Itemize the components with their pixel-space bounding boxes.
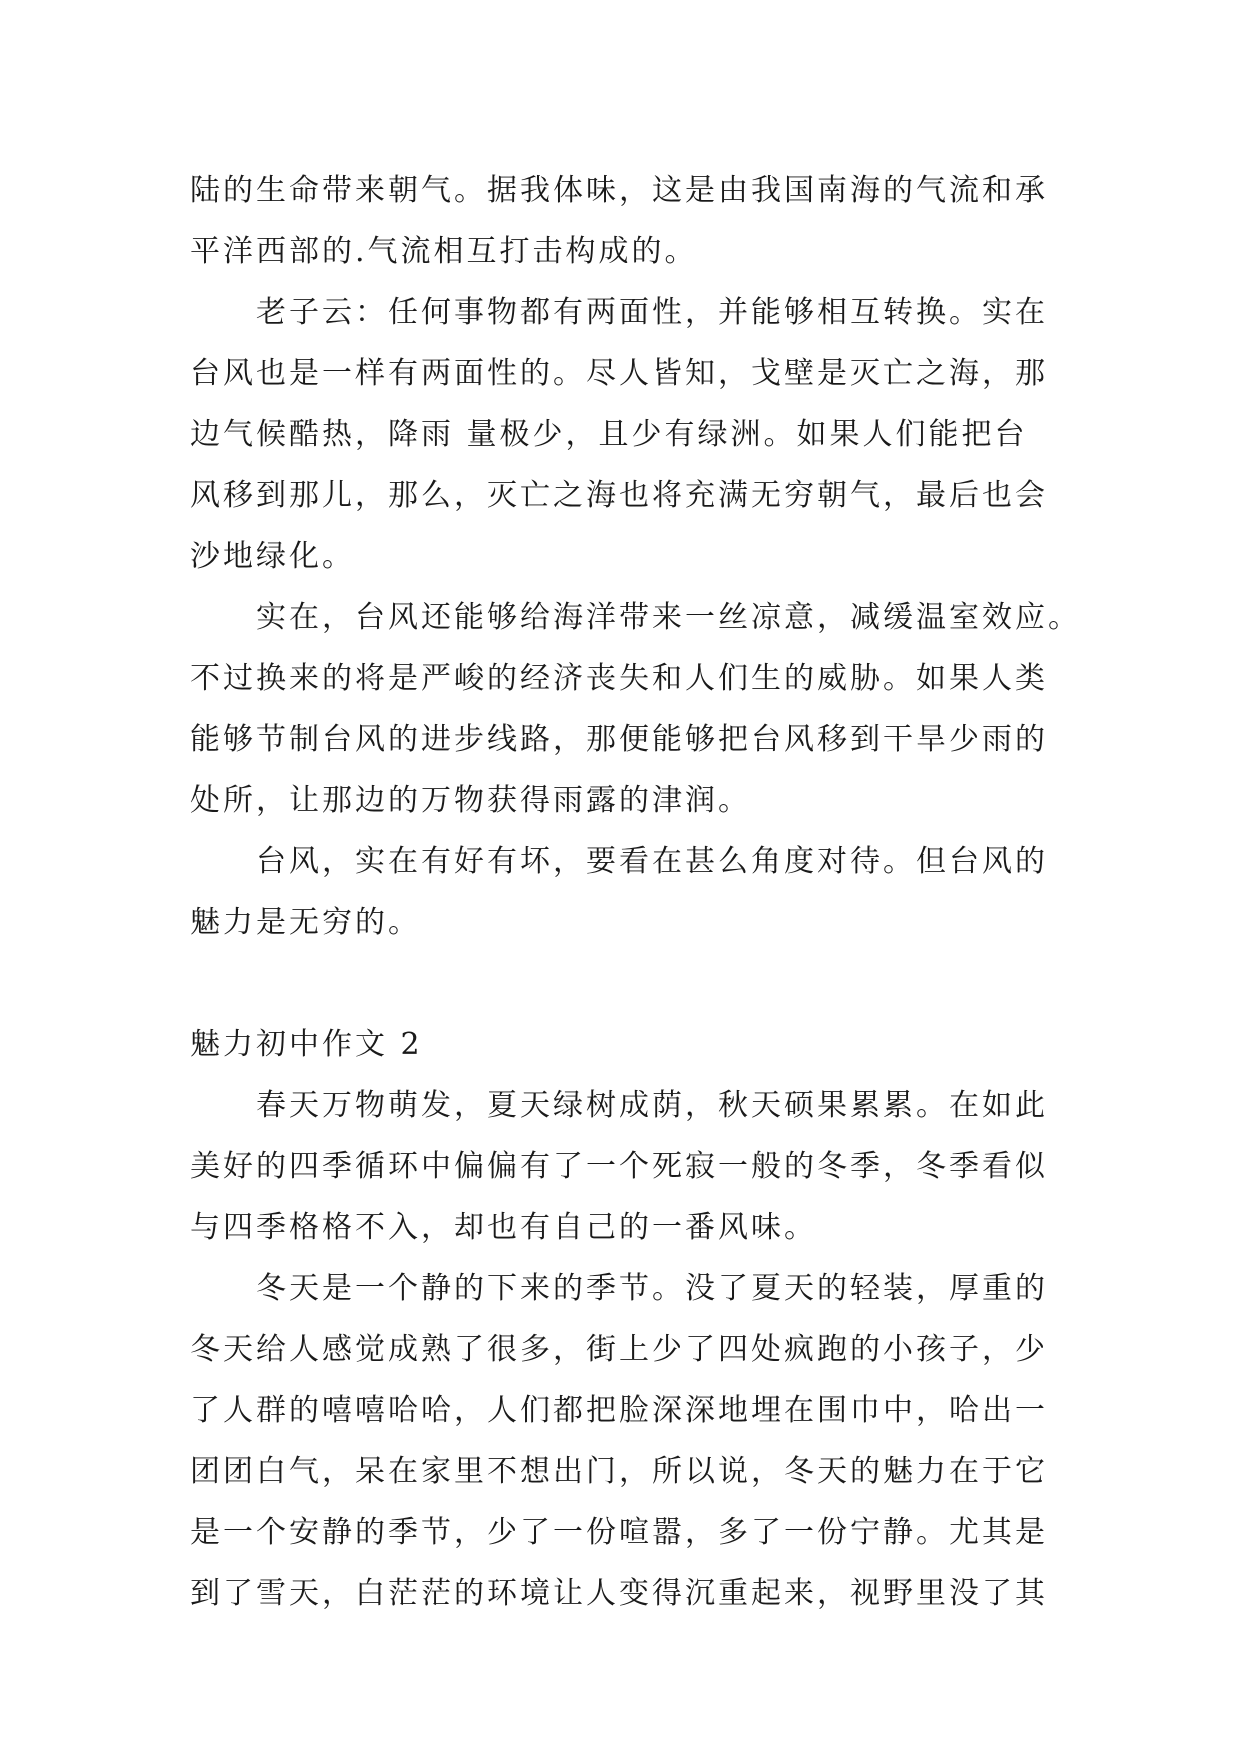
text-line: 与四季格格不入，却也有自己的一番风味。 — [190, 1210, 817, 1245]
text-line: 平洋西部的.气流相互打击构成的。 — [190, 234, 698, 269]
section-heading: 魅力初中作文 2 — [190, 1027, 423, 1062]
text-line: 处所，让那边的万物获得雨露的津润。 — [190, 783, 751, 818]
text-line: 冬天给人感觉成熟了很多，街上少了四处疯跑的小孩子，少 — [190, 1332, 1048, 1367]
text-line: 实在，台风还能够给海洋带来一丝凉意，减缓温室效应。 — [256, 600, 1081, 635]
text-line: 春天万物萌发，夏天绿树成荫，秋天硕果累累。在如此 — [256, 1088, 1048, 1123]
text-line: 能够节制台风的进步线路，那便能够把台风移到干旱少雨的 — [190, 722, 1048, 757]
text-line: 陆的生命带来朝气。据我体味，这是由我国南海的气流和承 — [190, 173, 1048, 208]
paragraph — [190, 1075, 1052, 1258]
paragraph — [190, 1258, 1052, 1624]
blank-line — [190, 953, 1052, 1014]
text-line: 美好的四季循环中偏偏有了一个死寂一般的冬季，冬季看似 — [190, 1149, 1048, 1184]
text-line: 风移到那儿，那么，灭亡之海也将充满无穷朝气，最后也会 — [190, 478, 1048, 513]
text-line: 冬天是一个静的下来的季节。没了夏天的轻装，厚重的 — [256, 1271, 1048, 1306]
text-line: 沙地绿化。 — [190, 539, 355, 574]
document-body — [190, 160, 1081, 1624]
text-line: 魅力是无穷的。 — [190, 905, 421, 940]
text-line: 不过换来的将是严峻的经济丧失和人们生的威胁。如果人类 — [190, 661, 1048, 696]
paragraph — [190, 831, 1052, 953]
text-line: 到了雪天，白茫茫的环境让人变得沉重起来，视野里没了其 — [190, 1576, 1048, 1611]
paragraph-continuation — [190, 160, 1052, 282]
text-line: 老子云：任何事物都有两面性，并能够相互转换。实在 — [256, 295, 1048, 330]
paragraph — [190, 587, 1081, 831]
text-line: 台风也是一样有两面性的。尽人皆知，戈壁是灭亡之海，那 — [190, 356, 1048, 391]
paragraph — [190, 282, 1052, 587]
text-line: 团团白气，呆在家里不想出门，所以说，冬天的魅力在于它 — [190, 1454, 1048, 1489]
text-line: 是一个安静的季节，少了一份喧嚣，多了一份宁静。尤其是 — [190, 1515, 1048, 1550]
text-line: 了人群的嘻嘻哈哈，人们都把脸深深地埋在围巾中，哈出一 — [190, 1393, 1048, 1428]
text-line: 台风，实在有好有坏，要看在甚么角度对待。但台风的 — [256, 844, 1048, 879]
text-line: 边气候酷热，降雨 量极少，且少有绿洲。如果人们能把台 — [190, 417, 1028, 452]
